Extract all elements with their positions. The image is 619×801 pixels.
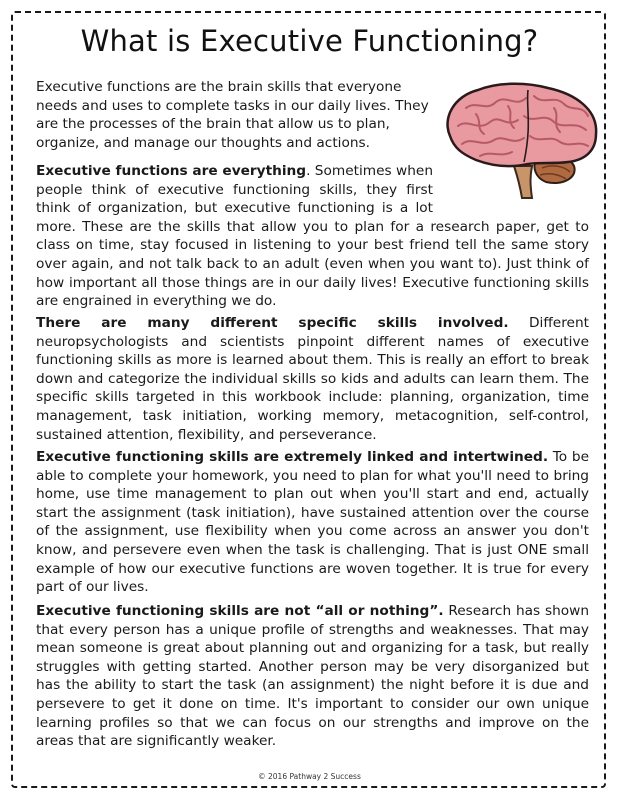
paragraph-intertwined	[36, 448, 589, 597]
paragraph-body: Executive functions are the brain skills that everyone needs and uses to complete tasks in our daily lives. They are the processes of the brain that allow us to plan, organize, and manage our thoughts and actions.	[36, 79, 429, 151]
image-wrap-spacer	[433, 162, 589, 202]
page-title: What is Executive Functioning?	[80, 24, 539, 58]
copyright-footer: © 2016 Pathway 2 Success	[258, 772, 361, 781]
paragraph-all-or-nothing	[36, 602, 589, 751]
paragraph-lead: Executive functions are everything	[36, 163, 307, 179]
paragraph-body: Research has shown that every person has a unique profile of strengths and weaknesses. That may mean someone is great about planning out and organizing for a task, but really struggles with getting started. Another person may be very disorganized but has the ability to start the task (an assignment) the night before it is due and persevere to get it done on time. It's important to consider our own unique learning profiles so that we can focus on our strengths and improve on the areas that are significantly weaker.	[36, 603, 589, 750]
paragraph-everything	[36, 162, 589, 311]
paragraph-lead: There are many different specific skills involved.	[36, 315, 509, 331]
paragraph-body: To be able to complete your homework, you need to plan for what you'll need to bring home, use time management to plan out when you'll start and end, actually start the assignment (task initiation), have sustained attention over the course of the assignment, use flexibility when you come across an answer you don't know, and persevere even when the task is challenging. That is just ONE small example of how our executive functions are woven together. It is true for every part of our lives.	[36, 449, 589, 596]
paragraph-body: Different neuropsychologists and scientists pinpoint different names of executive functioning skills as more is learned about them. This is really an effort to break down and categorize the individual skills so kids and adults can learn them. The specific skills targeted in this workbook include: planning, organization, time management, task initiation, working memory, metacognition, self-control, sustained attention, flexibility, and perseverance.	[36, 315, 589, 443]
paragraph-lead: Executive functioning skills are not “all or nothing”.	[36, 603, 444, 619]
paragraph-lead: Executive functioning skills are extremely linked and intertwined.	[36, 449, 549, 465]
paragraph-body: . Sometimes when people think of executive functioning skills, they first think of organization, but executive functioning is a lot more. These are the skills that allow you to plan for a research paper, get to class on time, stay focused in listening to your best friend tell the same story over again, and not talk back to an adult (even when you want to). Just think of how important all those things are in our daily lives! Executive functioning skills are engrained in everything we do.	[36, 163, 589, 310]
intro-paragraph	[36, 78, 436, 152]
paragraph-skills	[36, 314, 589, 444]
